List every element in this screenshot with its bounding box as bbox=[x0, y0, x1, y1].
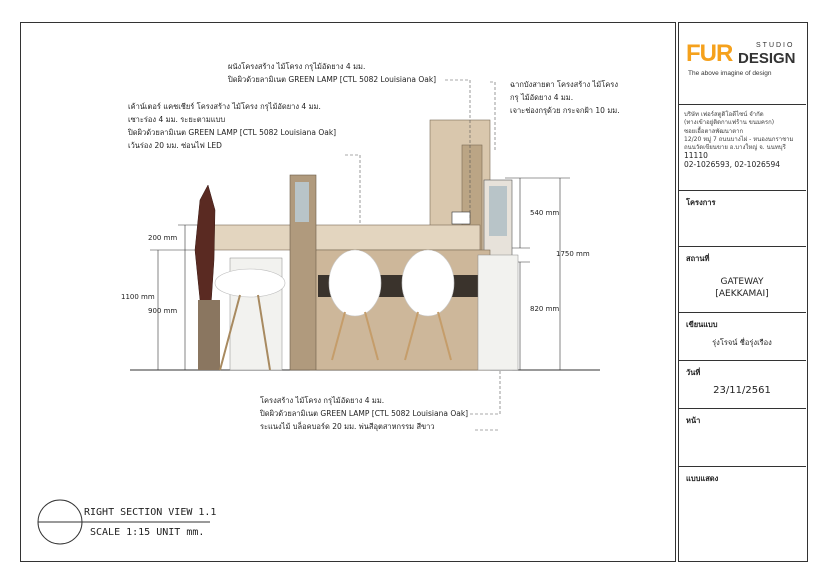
note-line: ปิดผิวด้วยลามิเนต GREEN LAMP [CTL 5082 Louisiana Oak] bbox=[260, 409, 469, 418]
company-cell bbox=[678, 104, 806, 191]
counter-top bbox=[210, 225, 480, 250]
note-line: เจาะช่องกรุด้วย กระจกฝ้า 10 มม. bbox=[510, 106, 620, 115]
note-bottom bbox=[260, 394, 468, 433]
chair-seat bbox=[329, 250, 381, 316]
plant-stand bbox=[198, 300, 220, 370]
location-label: สถานที่ bbox=[686, 254, 710, 263]
dim-200: 200 mm bbox=[148, 234, 178, 242]
note-line: ระแนงไม้ บล็อคบอร์ด 20 มม. พ่นสีอุตสาหกรรม สีขาว bbox=[260, 422, 435, 431]
note-line: ปิดผิวด้วยลามิเนต GREEN LAMP [CTL 5082 Louisiana Oak] bbox=[128, 128, 337, 137]
company-line: ซอยเอื้อตาลพัฒนาตาก bbox=[684, 127, 744, 135]
left-column-glass bbox=[295, 182, 309, 222]
sheet-label: แบบแสดง bbox=[686, 474, 719, 483]
note-top-left bbox=[128, 100, 336, 152]
dim-820: 820 mm bbox=[530, 305, 560, 313]
note-top-center bbox=[228, 60, 436, 86]
location-cell bbox=[678, 246, 806, 313]
leader-line bbox=[470, 370, 500, 414]
white-slats bbox=[478, 255, 518, 370]
dim-900: 900 mm bbox=[148, 307, 178, 315]
note-line: เซาะร่อง 4 มม. ระยะตามแบบ bbox=[128, 115, 226, 124]
note-line: ปิดผิวด้วยลามิเนต GREEN LAMP [CTL 5082 Louisiana Oak] bbox=[228, 75, 437, 84]
note-line: ผนังโครงสร้าง ไม้โครง กรุไม้อัดยาง 4 มม. bbox=[228, 62, 366, 71]
designer-cell bbox=[678, 312, 806, 361]
location-value-1: GATEWAY bbox=[720, 277, 764, 287]
cashier-box bbox=[452, 212, 470, 224]
company-line: ถนนวัดเขียนขาย อ.บางใหญ่ จ. นนทบุรี bbox=[684, 144, 786, 152]
leader-line bbox=[345, 155, 360, 225]
page-cell bbox=[678, 408, 806, 467]
view-scale: SCALE 1:15 UNIT mm. bbox=[90, 527, 205, 538]
chair-seat bbox=[402, 250, 454, 316]
company-line: บริษัท เฟอร์สตูดิโอดีไซน์ จำกัด bbox=[684, 111, 764, 118]
company-info bbox=[684, 111, 794, 169]
project-cell bbox=[678, 190, 806, 247]
dim-1100: 1100 mm bbox=[121, 293, 155, 301]
note-line: ฉากบังสายตา โครงสร้าง ไม้โครง bbox=[510, 80, 618, 89]
designer-value: รุ่งโรจน์ ชื่อรุ่งเรือง bbox=[712, 338, 772, 347]
sheet-cell bbox=[678, 466, 806, 561]
logo-main: FUR bbox=[686, 40, 733, 67]
date-value: 23/11/2561 bbox=[713, 385, 771, 396]
note-top-right bbox=[510, 78, 620, 117]
title-block bbox=[678, 22, 806, 560]
stool-seat bbox=[215, 269, 285, 297]
note-line: กรุ ไม้อัดยาง 4 มม. bbox=[510, 93, 574, 102]
logo-design: DESIGN bbox=[738, 50, 796, 67]
logo-tagline: The above imagine of design bbox=[688, 70, 772, 77]
location-value-2: [AEKKAMAI] bbox=[715, 289, 769, 299]
view-title: RIGHT SECTION VIEW 1.1 bbox=[84, 507, 217, 518]
company-line: 11110 bbox=[684, 151, 708, 161]
dim-1750: 1750 mm bbox=[556, 250, 590, 258]
note-line: โครงสร้าง ไม้โครง กรุไม้อัดยาง 4 มม. bbox=[260, 396, 385, 405]
date-cell bbox=[678, 360, 806, 409]
dim-540: 540 mm bbox=[530, 209, 560, 217]
project-label: โครงการ bbox=[686, 198, 716, 207]
frosted-glass bbox=[489, 186, 507, 236]
company-line: (ทางเข้าอยู่ติดกาแฟร้าน ขนมครก) bbox=[684, 119, 775, 127]
leader-line bbox=[490, 82, 495, 150]
company-line: 02-1026593, 02-1026594 bbox=[684, 159, 781, 169]
designer-label: เขียนแบบ bbox=[686, 320, 718, 329]
company-line: 12/20 หมู่ 7 ถนนบางไผ่ - หนองนกราชาม bbox=[684, 135, 794, 143]
logo-studio: STUDIO bbox=[756, 42, 795, 49]
page-label: หน้า bbox=[686, 416, 701, 425]
date-label: วันที่ bbox=[686, 368, 701, 377]
logo bbox=[686, 40, 801, 80]
note-line: เค้าน์เตอร์ แคชเชียร์ โครงสร้าง ไม้โครง กรุไม้อัดยาง 4 มม. bbox=[128, 102, 321, 111]
note-line: เว้นร่อง 20 มม. ซ่อนไฟ LED bbox=[128, 141, 222, 150]
